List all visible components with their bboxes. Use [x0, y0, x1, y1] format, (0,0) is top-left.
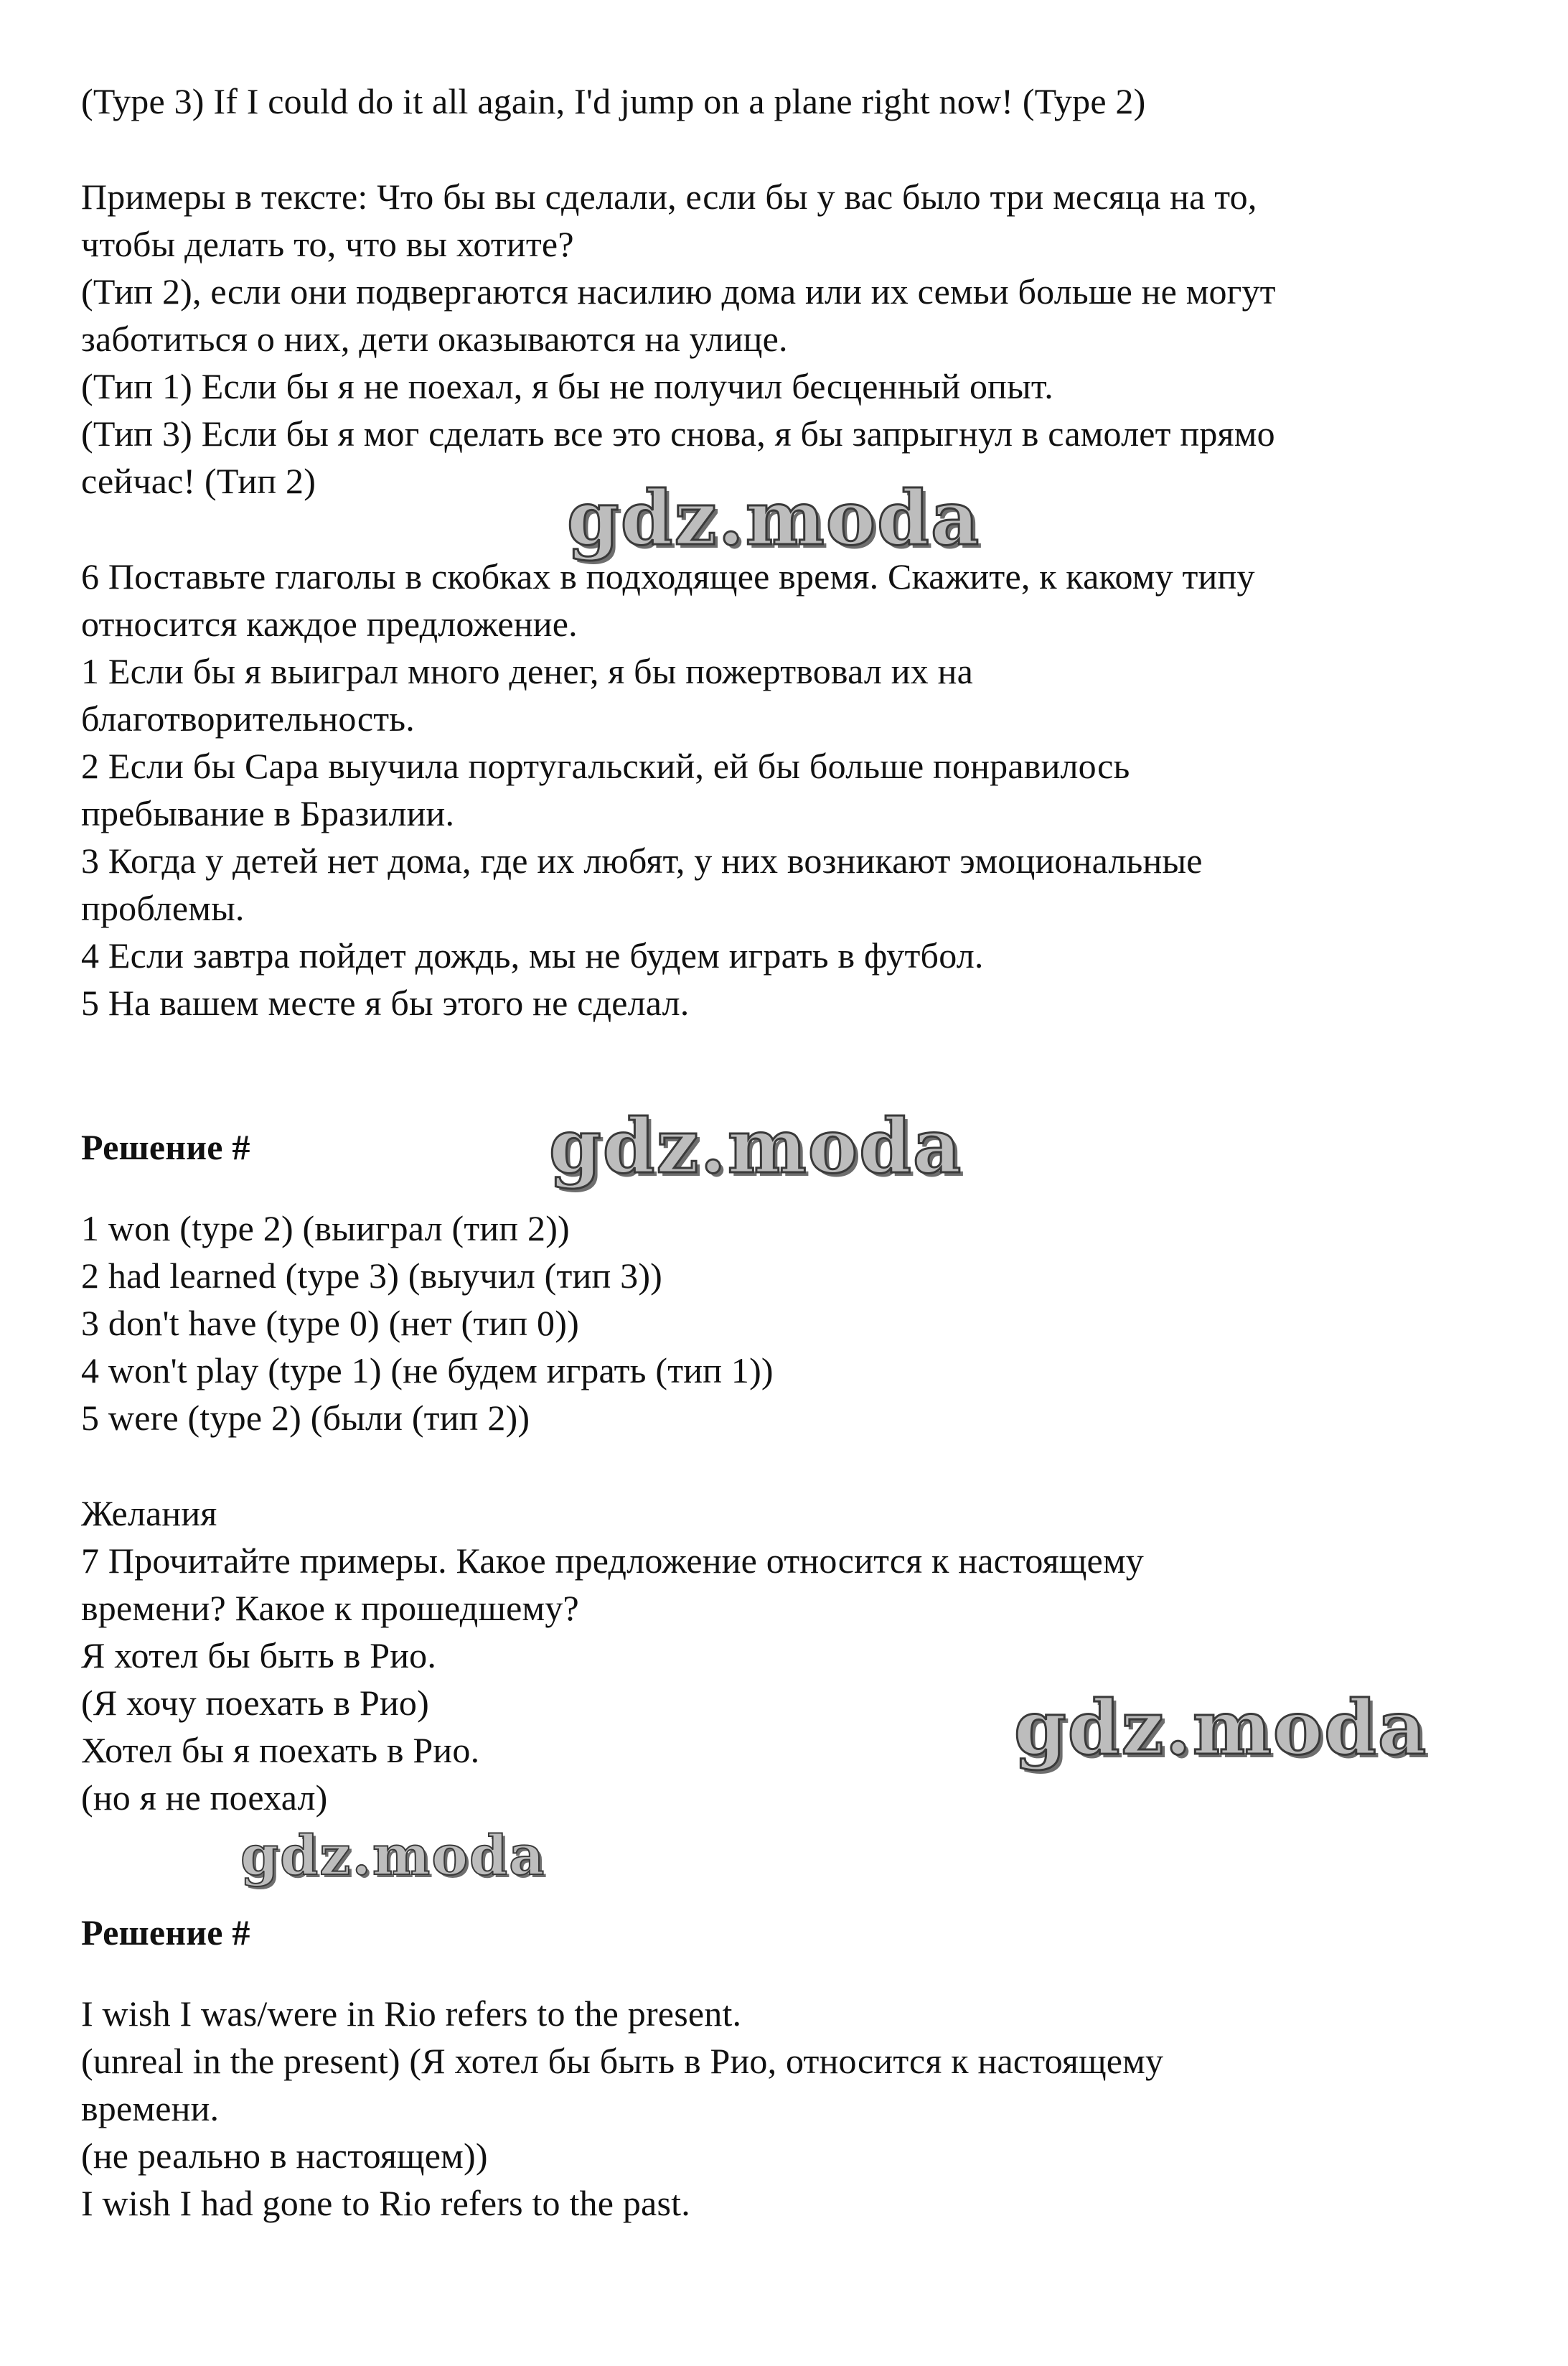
exercise-6-heading-cont: относится каждое предложение.	[81, 604, 578, 644]
exercise-6-item-2: 2 Если бы Сара выучила португальский, ей бы больше понравилось	[81, 746, 1130, 786]
solution-heading-1: Решение #	[81, 1127, 250, 1167]
exercise-7-example-2-note: (но я не поехал)	[81, 1777, 328, 1818]
exercise-7-example-1-note: (Я хочу поехать в Рио)	[81, 1683, 429, 1723]
solution-1-item-3: 3 don't have (type 0) (нет (тип 0))	[81, 1303, 579, 1343]
exercise-6-item-4: 4 Если завтра пойдет дождь, мы не будем играть в футбол.	[81, 935, 984, 976]
solution-1-item-5: 5 were (type 2) (были (тип 2))	[81, 1398, 530, 1438]
text-line-type3-ru: (Тип 3) Если бы я мог сделать все это снова, я бы запрыгнул в самолет прямо	[81, 413, 1275, 454]
solution-2-line-3: времени.	[81, 2088, 220, 2128]
text-line-examples-intro: Примеры в тексте: Что бы вы сделали, если бы у вас было три месяца на то,	[81, 177, 1257, 217]
text-line-examples-intro-cont: чтобы делать то, что вы хотите?	[81, 224, 574, 264]
watermark-logo-3: gdz.moda	[1014, 1683, 1428, 1772]
text-line-type3-example: (Type 3) If I could do it all again, I'd jump on a plane right now! (Type 2)	[81, 81, 1146, 121]
solution-2-line-1: I wish I was/were in Rio refers to the present.	[81, 1993, 742, 2034]
exercise-7-heading-cont: времени? Какое к прошедшему?	[81, 1588, 579, 1628]
exercise-6-item-1: 1 Если бы я выиграл много денег, я бы пожертвовал их на	[81, 651, 973, 691]
exercise-6-item-5: 5 На вашем месте я бы этого не сделал.	[81, 983, 690, 1023]
exercise-7-example-2: Хотел бы я поехать в Рио.	[81, 1730, 480, 1770]
solution-2-line-4: (не реально в настоящем))	[81, 2136, 488, 2176]
solution-1-item-4: 4 won't play (type 1) (не будем играть (тип 1))	[81, 1350, 774, 1390]
solution-2-line-5: I wish I had gone to Rio refers to the past.	[81, 2183, 690, 2223]
solution-2-line-2: (unreal in the present) (Я хотел бы быть в Рио, относится к настоящему	[81, 2041, 1164, 2081]
solution-heading-2: Решение #	[81, 1912, 250, 1953]
exercise-6-item-3: 3 Когда у детей нет дома, где их любят, у них возникают эмоциональные	[81, 841, 1203, 881]
exercise-6-item-1-cont: благотворительность.	[81, 698, 415, 739]
solution-1-item-1: 1 won (type 2) (выиграл (тип 2))	[81, 1208, 570, 1248]
watermark-logo-4: gdz.moda	[240, 1823, 546, 1887]
exercise-6-item-3-cont: проблемы.	[81, 888, 245, 928]
exercise-6-heading: 6 Поставьте глаголы в скобках в подходящее время. Скажите, к какому типу	[81, 556, 1255, 597]
text-line-type2-violence: (Тип 2), если они подвергаются насилию дома или их семьи больше не могут	[81, 271, 1276, 312]
watermark-logo-1: gdz.moda	[567, 474, 981, 562]
text-line-type1-example: (Тип 1) Если бы я не поехал, я бы не получил бесценный опыт.	[81, 366, 1053, 406]
watermark-logo-2: gdz.moda	[549, 1102, 963, 1190]
text-line-type3-ru-cont: сейчас! (Тип 2)	[81, 461, 316, 501]
section-wishes-title: Желания	[81, 1493, 217, 1533]
text-line-type2-violence-cont: заботиться о них, дети оказываются на улице.	[81, 319, 788, 359]
exercise-6-item-2-cont: пребывание в Бразилии.	[81, 793, 455, 833]
exercise-7-heading: 7 Прочитайте примеры. Какое предложение относится к настоящему	[81, 1540, 1144, 1581]
solution-1-item-2: 2 had learned (type 3) (выучил (тип 3))	[81, 1256, 663, 1296]
exercise-7-example-1: Я хотел бы быть в Рио.	[81, 1635, 437, 1675]
